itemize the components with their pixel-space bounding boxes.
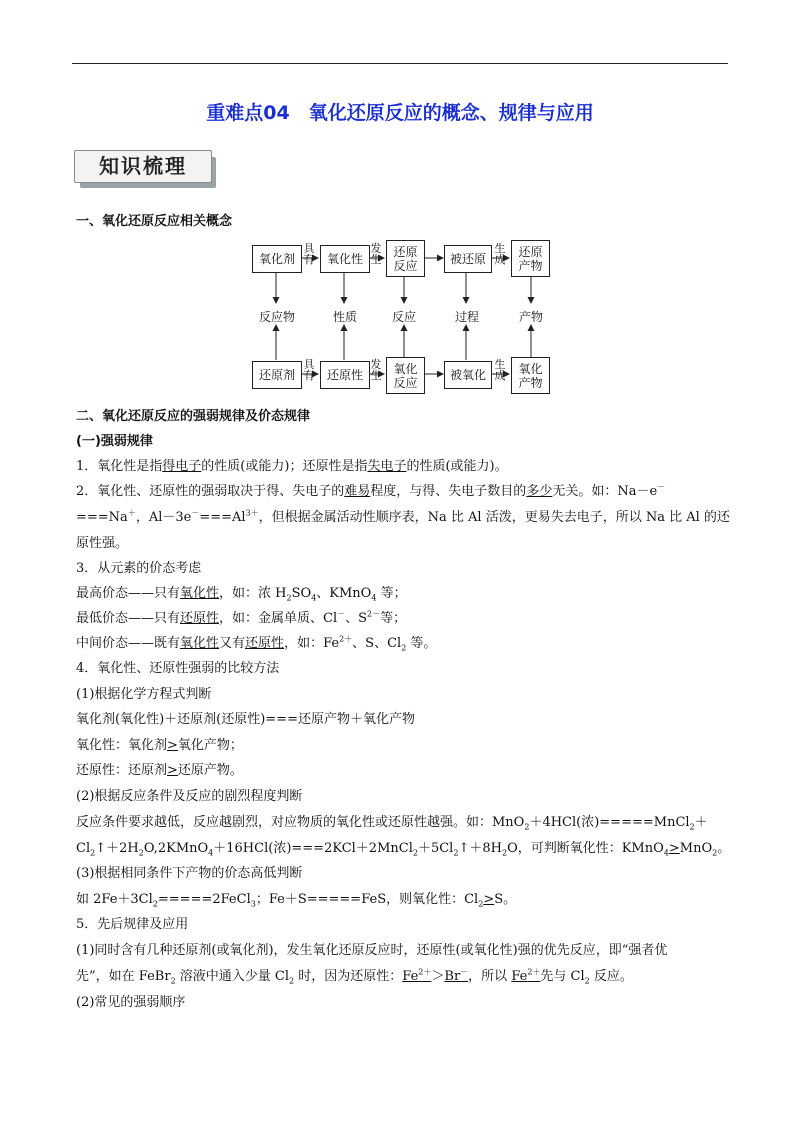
box-reduced: 被还原 bbox=[444, 245, 492, 273]
box-reducing-property: 还原性 bbox=[320, 361, 370, 389]
box-reduction-product: 还原 产物 bbox=[511, 240, 550, 277]
box-oxidation-reaction: 氧化 反应 bbox=[386, 357, 425, 394]
body-line: 还原性：还原剂>还原产物。 bbox=[76, 763, 243, 778]
conn-form-top: 生 成 bbox=[494, 242, 506, 266]
subsection-heading-1: (一)强弱规律 bbox=[76, 434, 153, 449]
diagram-arrows bbox=[0, 0, 800, 400]
body-line: 最低价态——只有还原性，如：金属单质、Cl－、$S^{2-}$等； bbox=[76, 609, 407, 626]
body-line: 氧化性：氧化剂>氧化产物； bbox=[76, 738, 243, 753]
body-line: (3)根据相同条件下产物的价态高低判断 bbox=[76, 866, 303, 881]
label-reaction: 反应 bbox=[391, 310, 416, 324]
conn-undergo-bottom: 发 生 bbox=[370, 358, 382, 382]
body-line: (1)同时含有几种还原剂(或氧化剂)，发生氧化还原反应时，还原性(或氧化性)强的优先反应，即“强者优 bbox=[76, 943, 668, 958]
conn-have-top: 具 有 bbox=[303, 242, 315, 266]
badge-label: 知识梳理 bbox=[74, 150, 212, 183]
body-line: 中间价态——既有氧化性又有还原性，如：$Fe^{2+}$、S、$Cl_2$ 等。 bbox=[76, 634, 437, 653]
box-reduction-reaction: 还原 反应 bbox=[386, 240, 425, 277]
label-property: 性质 bbox=[332, 310, 357, 324]
label-process: 过程 bbox=[454, 310, 479, 324]
body-line: 如 $2Fe+3Cl_2=====2FeCl_3$；Fe＋S=====FeS，则氧化性：$Cl_2>S$。 bbox=[76, 892, 517, 909]
body-line: (2)常见的强弱顺序 bbox=[76, 995, 186, 1010]
body-line: 2．氧化性、还原性的强弱取决于得、失电子的难易程度，与得、失电子数目的多少无关。如：Na－e－ bbox=[76, 482, 666, 499]
conn-form-bottom: 生 成 bbox=[494, 358, 506, 382]
box-oxidized: 被氧化 bbox=[444, 361, 492, 389]
page-title: 重难点04 氧化还原反应的概念、规律与应用 bbox=[206, 102, 594, 124]
body-line: 5．先后规律及应用 bbox=[76, 917, 189, 932]
box-reductant: 还原剂 bbox=[252, 361, 302, 389]
body-line: (2)根据反应条件及反应的剧烈程度判断 bbox=[76, 789, 303, 804]
body-line: 先”，如在 FeBr$_2$ 溶液中通入少量 $Cl_2$ 时，因为还原性：$Fe^{2+}>Br^-$，所以 $Fe^{2+}$先与 $Cl_2$ 反应。 bbox=[76, 967, 633, 986]
box-oxidant: 氧化剂 bbox=[252, 245, 302, 273]
body-line: 1．氧化性是指得电子的性质(或能力)；还原性是指失电子的性质(或能力)。 bbox=[76, 459, 508, 474]
body-line: 原性强。 bbox=[76, 536, 129, 551]
label-reactant: 反应物 bbox=[258, 310, 295, 324]
label-product: 产物 bbox=[518, 310, 543, 324]
section-heading-2: 二、氧化还原反应的强弱规律及价态规律 bbox=[76, 409, 311, 424]
body-line: 3．从元素的价态考虑 bbox=[76, 561, 202, 576]
box-oxidation-product: 氧化 产物 bbox=[511, 357, 550, 394]
body-line: $Cl_2↑+2H_2O,2KMnO_4+16HCl$(浓)$===2KCl+2MnCl_2+5Cl_2↑+8H_2O$，可判断氧化性：KMnO$_4$>MnO$_2$。 bbox=[76, 841, 731, 858]
body-line: (1)根据化学方程式判断 bbox=[76, 687, 212, 702]
conn-have-bottom: 具 有 bbox=[303, 358, 315, 382]
body-line: ===Na＋，$Al-3e^-===Al^{3+}$，但根据金属活动性顺序表，Na 比 Al 活泼，更易失去电子，所以 Na 比 Al 的还 bbox=[76, 508, 730, 525]
box-oxidizing-property: 氧化性 bbox=[320, 245, 370, 273]
body-line: 最高价态——只有氧化性，如：浓 $H_2SO_4$、KMnO$_4$ 等； bbox=[76, 586, 407, 603]
body-line: 反应条件要求越低，反应越剧烈，对应物质的氧化性或还原性越强。如：MnO$_2$＋4HCl(浓)=====MnCl$_2$＋ bbox=[76, 815, 708, 832]
conn-undergo-top: 发 生 bbox=[370, 242, 382, 266]
body-line: 氧化剂(氧化性)＋还原剂(还原性)===还原产物＋氧化产物 bbox=[76, 712, 415, 727]
body-line: 4．氧化性、还原性强弱的比较方法 bbox=[76, 661, 280, 676]
section-heading-1: 一、氧化还原反应相关概念 bbox=[76, 214, 233, 229]
